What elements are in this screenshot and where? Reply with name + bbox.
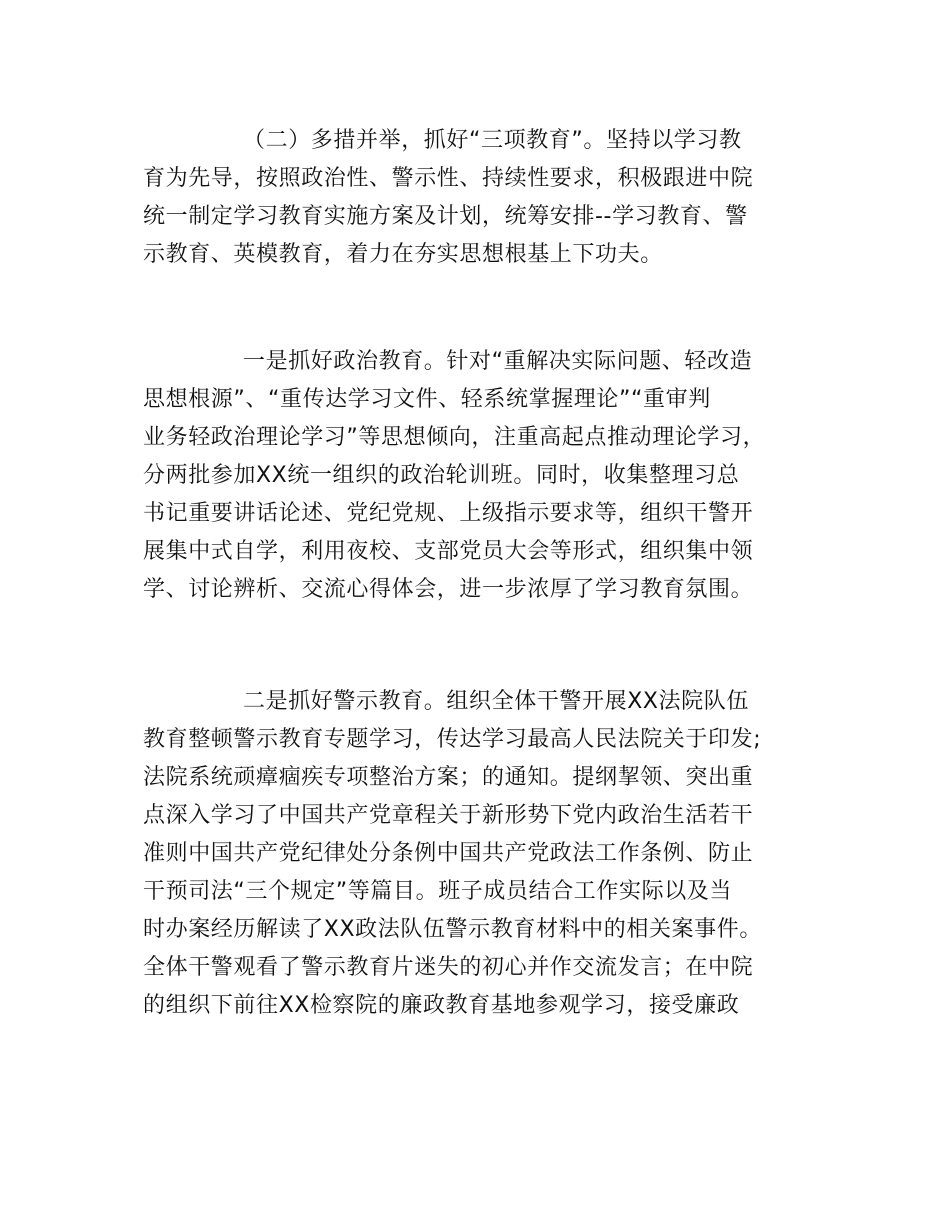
text-line: 分两批参加XX统一组织的政治轮训班。同时，收集整理习总 [143, 463, 740, 488]
text-line: 业务轻政治理论学习”等思想倾向，注重高起点推动理论学习， [143, 425, 766, 450]
text-line: 思想根源”、“重传达学习文件、轻系统掌握理论”“重审判 [143, 387, 711, 412]
text-line: 学、讨论辨析、交流心得体会，进一步浓厚了学习教育氛围。 [143, 577, 754, 602]
text-line: 时办案经历解读了XX政法队伍警示教育材料中的相关案事件。 [143, 917, 762, 942]
text-line: 一是抓好政治教育。针对“重解决实际问题、轻改造 [243, 349, 753, 374]
text-line: 书记重要讲话论述、党纪党规、上级指示要求等，组织干警开 [143, 501, 754, 526]
text-line: 的组织下前往XX检察院的廉政教育基地参观学习，接受廉政 [143, 993, 740, 1018]
text-line: 点深入学习了中国共产党章程关于新形势下党内政治生活若干 [143, 803, 754, 828]
text-line: 二是抓好警示教育。组织全体干警开展XX法院队伍 [243, 689, 749, 714]
paragraph-warning-education [143, 683, 843, 1025]
text-line: 育为先导，按照政治性、警示性、持续性要求，积极跟进中院 [143, 166, 754, 191]
text-line: 示教育、英模教育，着力在夯实思想根基上下功夫。 [143, 242, 663, 267]
paragraph-three-educations [143, 122, 843, 274]
paragraph-political-education [143, 343, 843, 609]
text-line: 教育整顿警示教育专题学习，传达学习最高人民法院关于印发; [143, 727, 762, 752]
text-line: （二）多措并举，抓好“三项教育”。坚持以学习教 [243, 128, 742, 153]
text-line: 干预司法“三个规定”等篇目。班子成员结合工作实际以及当 [143, 879, 732, 904]
text-line: 展集中式自学，利用夜校、支部党员大会等形式，组织集中领 [143, 539, 754, 564]
text-line: 全体干警观看了警示教育片迷失的初心并作交流发言；在中院 [143, 955, 754, 980]
text-line: 准则中国共产党纪律处分条例中国共产党政法工作条例、防止 [143, 841, 754, 866]
text-line: 法院系统顽瘴痼疾专项整治方案；的通知。提纲挈领、突出重 [143, 765, 754, 790]
text-line: 统一制定学习教育实施方案及计划，统筹安排--学习教育、警 [143, 204, 748, 229]
